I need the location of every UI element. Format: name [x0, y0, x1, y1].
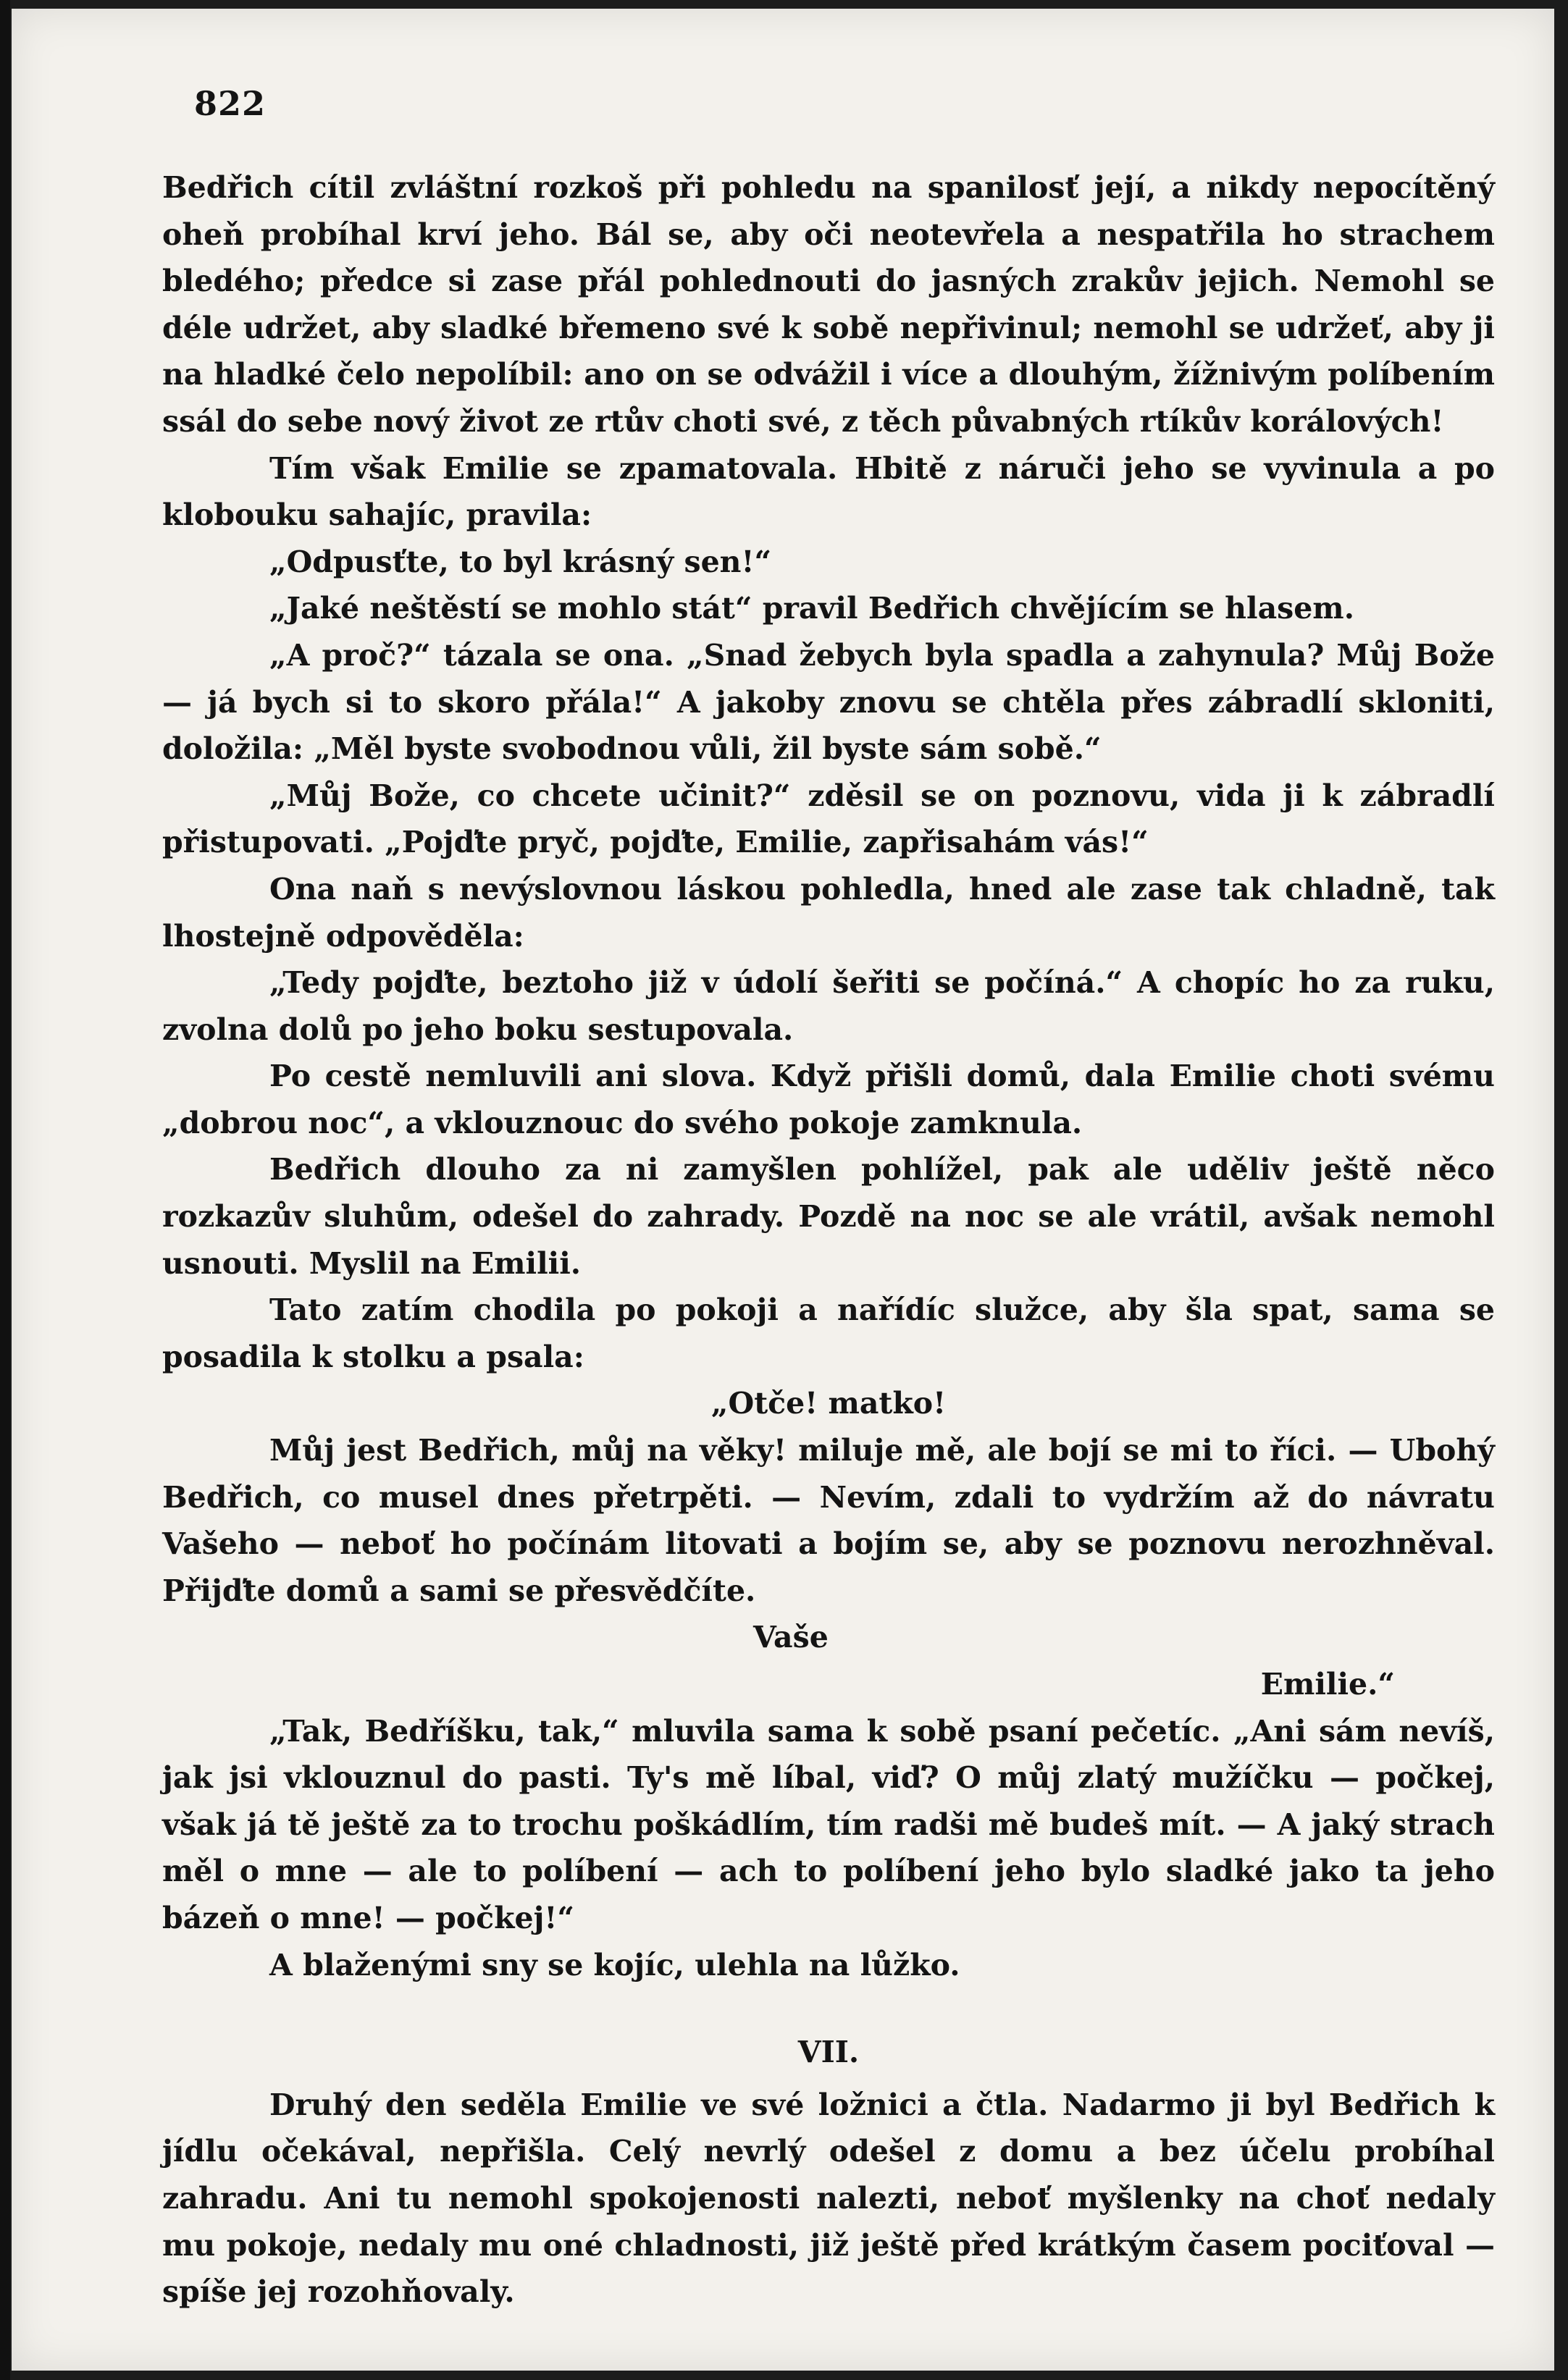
paragraph: Tím však Emilie se zpamatovala. Hbitě z náruči jeho se vyvinula a po klobouku sahajíc, pravila:: [162, 450, 1495, 533]
chapter-heading: VII.: [797, 2035, 860, 2070]
body-text: [162, 164, 1495, 2316]
paragraph: „Jaké neštěstí se mohlo stát“ pravil Bedřich chvějícím se hlasem.: [269, 591, 1354, 626]
paragraph: Ona naň s nevýslovnou láskou pohledla, hned ale zase tak chladně, tak lhostejně odpověděla:: [162, 871, 1495, 954]
book-page: [12, 9, 1554, 2371]
scan-edge: [0, 0, 10, 2380]
letter-body: Můj jest Bedřich, můj na věky! miluje mě, ale bojí se mi to říci. — Ubohý Bedřich, co musel dnes přetrpěti. — Nevím, zdali to vydržím až do návratu Vašeho — neboť ho počínám litovati a bojím se, aby se poznovu nerozhněval. Přijďte domů a sami se přesvědčíte.: [162, 1433, 1495, 1608]
letter-salutation: „Otče! matko!: [710, 1386, 947, 1421]
letter-closing: Vaše: [753, 1620, 829, 1655]
paragraph: Tato zatím chodila po pokoji a nařídíc služce, aby šla spat, sama se posadila k stolku a psala:: [162, 1292, 1495, 1374]
paragraph: Bedřich cítil zvláštní rozkoš při pohledu na spanilosť její, a nikdy nepocítěný oheň probíhal krví jeho. Bál se, aby oči neotevřela a nespatřila ho strachem bledého; předce si zase přál pohlednouti do jasných zrakův jejich. Nemohl se déle udržet, aby sladké břemeno své k sobě nepřivinul; nemohl se udržeť, aby ji na hladké čelo nepolíbil: ano on se odvážil i více a dlouhým, žížnivým políbením ssál do sebe nový život ze rtův choti své, z těch půvabných rtíkův korálových!: [162, 170, 1495, 439]
paragraph: „Tedy pojďte, beztoho již v údolí šeřiti se počíná.“ A chopíc ho za ruku, zvolna dolů po jeho boku sestupovala.: [162, 965, 1495, 1047]
paragraph: Po cestě nemluvili ani slova. Když přišli domů, dala Emilie choti svému „dobrou noc“, a vklouznouc do svého pokoje zamknula.: [162, 1059, 1495, 1140]
paragraph: Bedřich dlouho za ni zamyšlen pohlížel, pak ale uděliv ještě něco rozkazův sluhům, odešel do zahrady. Pozdě na noc se ale vrátil, avšak nemohl usnouti. Myslil na Emilii.: [162, 1152, 1495, 1281]
paragraph: „Tak, Bedříšku, tak,“ mluvila sama k sobě psaní pečetíc. „Ani sám nevíš, jak jsi vklouznul do pasti. Ty's mě líbal, viď? O můj zlatý mužíčku — počkej, však já tě ještě za to trochu poškádlím, tím radši mě budeš mít. — A jaký strach měl o mne — ale to políbení — ach to políbení jeho bylo sladké jako ta jeho bázeň o mne! — počkej!“: [162, 1713, 1495, 1935]
page-number: 822: [194, 84, 267, 123]
letter-signature: Emilie.“: [1260, 1667, 1395, 1702]
paragraph: „A proč?“ tázala se ona. „Snad žebych byla spadla a zahynula? Můj Bože — já bych si to skoro přála!“ A jakoby znovu se chtěla přes zábradlí skloniti, doložila: „Měl byste svobodnou vůli, žil byste sám sobě.“: [162, 637, 1495, 767]
paragraph: Druhý den seděla Emilie ve své ložnici a čtla. Nadarmo ji byl Bedřich k jídlu očekával, nepřišla. Celý nevrlý odešel z domu a bez účelu probíhal zahradu. Ani tu nemohl spokojenosti nalezti, neboť myšlenky na choť nedaly mu pokoje, nedaly mu oné chladnosti, již ještě před krátkým časem pociťoval — spíše jej rozohňovaly.: [162, 2087, 1495, 2310]
paragraph: „Můj Bože, co chcete učinit?“ zděsil se on poznovu, vida ji k zábradlí přistupovati. „Pojďte pryč, pojďte, Emilie, zapřisahám vás!“: [162, 778, 1495, 860]
paragraph: „Odpusťte, to byl krásný sen!“: [269, 544, 772, 579]
paragraph: A blaženými sny se kojíc, ulehla na lůžko.: [269, 1947, 960, 1982]
